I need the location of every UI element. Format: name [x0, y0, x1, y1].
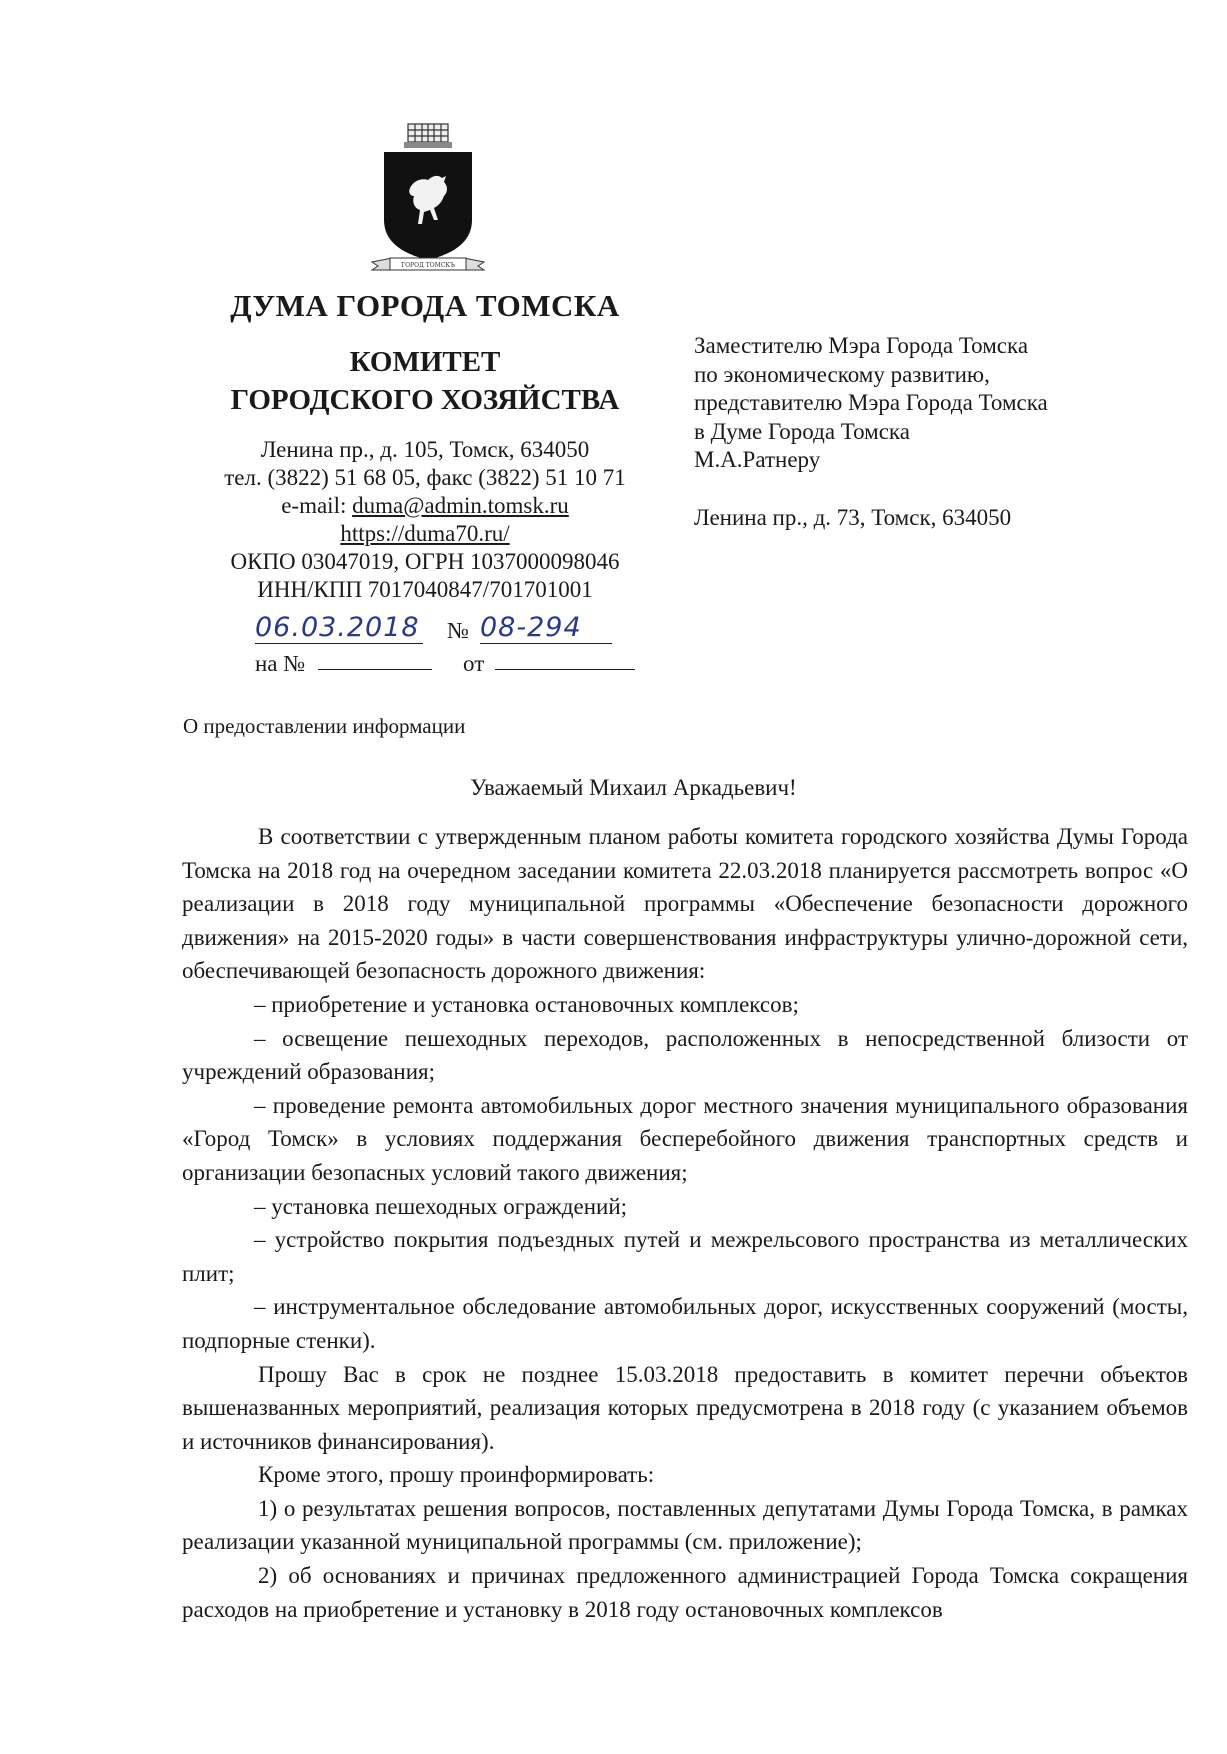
registration-line	[255, 612, 615, 654]
addressee-address: Ленина пр., д. 73, Томск, 634050	[694, 504, 1012, 530]
greeting: Уважаемый Михаил Аркадьевич!	[470, 775, 797, 800]
addressee-line: по экономическому развитию,	[694, 361, 990, 387]
org-inn: ИНН/КПП 7017040847/701701001	[257, 577, 593, 602]
org-duma-name: ДУМА ГОРОДА ТОМСКА	[230, 288, 620, 323]
paragraph: В соответствии с утвержденным планом работы комитета городского хозяйства Думы Города Томска на 2018 год на очередном заседании комитета 22.03.2018 планируется рассмотреть вопрос «О реализации в 2018 году муниципальной программы «Обеспечение безопасности дорожного движения» на 2015-2020 годы» в части совершенствования инфраструктуры улично-дорожной сети, обеспечивающей безопасность дорожного движения:	[182, 824, 1188, 984]
addressee-line: представителю Мэра Города Томска	[694, 390, 1048, 415]
committee-line1: КОМИТЕТ	[349, 346, 501, 378]
website-link[interactable]: https://duma70.ru/	[340, 521, 510, 546]
paragraph: Прошу Вас в срок не позднее 15.03.2018 предоставить в комитет перечни объектов вышеназванных мероприятий, реализация которых предусмотрена в 2018 году (с указанием объемов и источников финансирования).	[182, 1361, 1188, 1454]
org-okpo: ОКПО 03047019, ОГРН 1037000098046	[230, 549, 620, 574]
list-item: – инструментальное обследование автомобильных дорог, искусственных сооружений (мосты, подпорные стенки).	[182, 1294, 1188, 1353]
list-item: – приобретение и установка остановочных комплексов;	[254, 991, 799, 1017]
from-label: от	[463, 651, 485, 676]
org-website-line	[180, 520, 670, 548]
registration-number: 08-294	[480, 612, 612, 644]
letter-body	[182, 820, 1188, 1626]
org-address: Ленина пр., д. 105, Томск, 634050	[260, 437, 590, 462]
numbered-item: 1) о результатах решения вопросов, поставленных депутатами Думы Города Томска, в рамках реализации указанной муниципальной программы (см. приложение);	[182, 1495, 1188, 1555]
registration-date: 06.03.2018	[255, 612, 423, 644]
addressee-line: в Думе Города Томска	[694, 418, 910, 444]
ribbon-text: ГОРОД ТОМСКЪ	[401, 262, 455, 269]
coat-of-arms-emblem	[368, 120, 488, 280]
list-item: – устройство покрытия подъездных путей и межрельсового пространства из металлических плит;	[182, 1227, 1188, 1286]
reference-number-blank	[318, 669, 432, 670]
reference-label: на №	[255, 651, 306, 676]
reference-line	[255, 651, 615, 681]
paragraph: Кроме этого, прошу проинформировать:	[258, 1462, 655, 1488]
reference-date-blank	[495, 669, 635, 670]
letterhead	[180, 285, 670, 604]
list-item: – установка пешеходных ограждений;	[254, 1193, 628, 1219]
list-item: – проведение ремонта автомобильных дорог местного значения муниципального образования «Город Томск» в условиях поддержания бесперебойного движения транспортных средств и организации безопасных условий такого движения;	[182, 1092, 1188, 1185]
list-item: – освещение пешеходных переходов, расположенных в непосредственной близости от учреждений образования;	[182, 1025, 1188, 1085]
committee-line2: ГОРОДСКОГО ХОЗЯЙСТВА	[230, 384, 620, 416]
email-label: e-mail:	[281, 493, 353, 518]
addressee-line: Заместителю Мэра Города Томска	[694, 333, 1029, 358]
org-email-line	[180, 492, 670, 520]
number-label: №	[447, 618, 469, 643]
email-link[interactable]: duma@admin.tomsk.ru	[352, 493, 569, 518]
addressee-block	[694, 332, 1154, 532]
org-phone: тел. (3822) 51 68 05, факс (3822) 51 10 71	[224, 465, 626, 490]
committee-name	[180, 343, 670, 419]
numbered-item: 2) об основаниях и причинах предложенного администрацией Города Томска сокращения расходов на приобретение и установку в 2018 году остановочных комплексов	[182, 1563, 1188, 1622]
letter-subject: О предоставлении информации	[183, 714, 466, 738]
crown-icon	[404, 124, 452, 148]
addressee-name: М.А.Ратнеру	[694, 447, 821, 472]
